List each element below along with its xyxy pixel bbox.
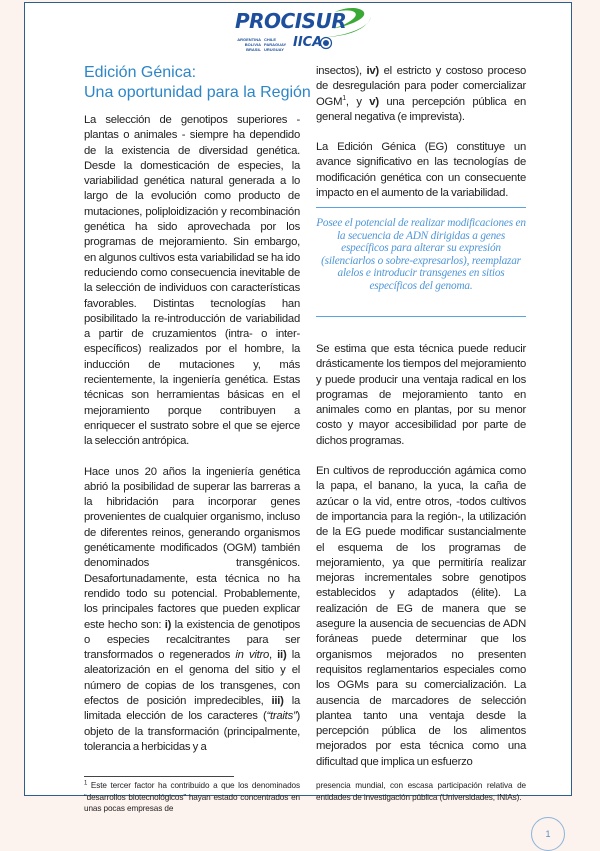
paragraph-continuation [316,64,526,125]
text-span: el estricto y costoso proceso de desregulación para poder comercializar OGM [316,65,527,108]
right-column [316,64,526,201]
footnote-right: presencia mundial, con escasa participación relativa de entidades de investigación pública (Universidades, INIAs). [316,781,526,802]
italic-term: in vitro [235,649,270,662]
logo-countries-right: CHILE PARAGUAY URUGUAY [264,37,287,52]
logo-iica: IICA [293,35,323,50]
footnote-ref[interactable]: 1 [342,94,346,102]
text-span: Hace unos 20 años la ingeniería genética abrió la posibilidad de superar las barreras a la hibridación para incorporar genes provenientes de cualquier organismo, incluso de diferentes reinos, generando organismos genéticamente modificados (OGM) también denominados transgénicos. Desafortunadamente, esta técnica no ha rendido todo su potencial. Probablemente, los principales factores que pueden explicar este hecho son: [84,465,300,631]
italic-term: “traits” [266,710,297,723]
title-line-1: Edición Génica: [84,64,197,81]
list-marker: iv) [366,65,379,77]
text-span: insectos), [316,65,367,77]
procisur-logo [235,7,375,55]
text-span: , [269,649,278,662]
document-page [24,2,572,839]
footnote-text: Este tercer factor ha contribuido a que los denominados “desarrollos biotecnológicos” hayan estado concentrados en unas pocas empresas de [84,781,300,814]
text-span: la aleatorización en el genoma del sitio y el número de copias de los transgenes, con efectos de posición impredecibles, [84,649,301,707]
text-span: la existencia de genotipos o especies recalcitrantes para ser transformados o regenerados [84,618,300,662]
paragraph-eg-definition: La Edición Génica (EG) constituye un avance significativo en las tecnologías de modificación genética con un consecuente impacto en el aumento de la variabilidad. [316,141,526,200]
pull-quote-text: Posee el potencial de realizar modificaciones en la secuencia de ADN dirigidas a genes específicos para alterar su expresión (silenciarlos o sobre-expresarlos), reemplazar alelos e introducir transgenes en sitios específicos del genoma. [316,217,526,292]
pull-quote [316,207,526,317]
list-marker: v) [369,95,379,108]
list-marker: i) [164,618,172,631]
page-title [84,63,311,103]
logo-countries-left: ARGENTINA BOLIVIA BRASIL [237,37,261,52]
right-column-lower [316,342,526,770]
paragraph-agamic: En cultivos de reproducción agámica como la papa, el banano, la yuca, la caña de azúcar o la vid, entre otros, -todos cultivos de importancia para la región-, la utilización de la EG puede modificar sustancialmente el esquema de los programas de mejoramiento, ya que permitiría realizar mejoras incrementales sobre genotipos establecidos y adaptados (élite). La realización de EG de manera que se asegure la ausencia de secuencias de ADN foráneas puede determinar que los organismos mejorados no presenten requisitos reglamentarios especiales como los OGMs para su comercialización. La ausencia de marcadores de selección plantea tanto una ventaja desde la percepción pública de los alimentos mejorados por esta técnica como una dificultad que implica un esfuerzo [316,465,526,768]
list-marker: ii) [277,649,287,662]
list-marker: iii) [271,694,284,707]
paragraph-intro: La selección de genotipos superiores - plantas o animales - siempre ha dependido de la existencia de diversidad genética. Desde la domesticación de especies, la variabilidad genética natural generada a lo largo de la evolución como producto de mutaciones, poliploidización y recombinación genética ha sido aprovechada por los programas de mejoramiento. Sin embargo, en algunos cultivos esta variabilidad se ha ido reduciendo como consecuencia inevitable de la selección de individuos con características favorables. Distintas tecnologías han posibilitado la re-introducción de variabilidad a partir de cruzamientos (intra- o inter-específicos) realizados por el hombre, la inducción de mutaciones y, más recientemente, la ingeniería genética. Estas técnicas son herramientas básicas en el mejoramiento porque contribuyen a enriquecer el sustrato sobre el que se ejerce la selección antrópica. [84,114,300,448]
text-span: , y [345,95,370,108]
paragraph-ogm [84,465,300,756]
left-column [84,113,300,755]
footnote-divider [84,776,234,777]
text-span: ) objeto de la transformación (principalmente, tolerancia a herbicidas y a [84,710,300,753]
page-number: 1 [531,817,565,851]
paragraph-estimate: Se estima que esta técnica puede reducir drásticamente los tiempos del mejoramiento y puede producir una ventaja radical en los programas de mejoramiento tanto en animales como en plantas, por su menor costo y mayor accesibilidad por parte de dichos programas. [316,343,526,447]
footnote-left [84,780,300,815]
text-span: la limitada elección de los caracteres ( [84,694,300,723]
text-span: una percepción pública en general negativa (e imprevista). [316,95,526,123]
footnote-mark: 1 [84,780,88,787]
logo-wordmark: PROCISUR [235,9,347,33]
title-line-2: Una oportunidad para la Región [84,84,311,101]
